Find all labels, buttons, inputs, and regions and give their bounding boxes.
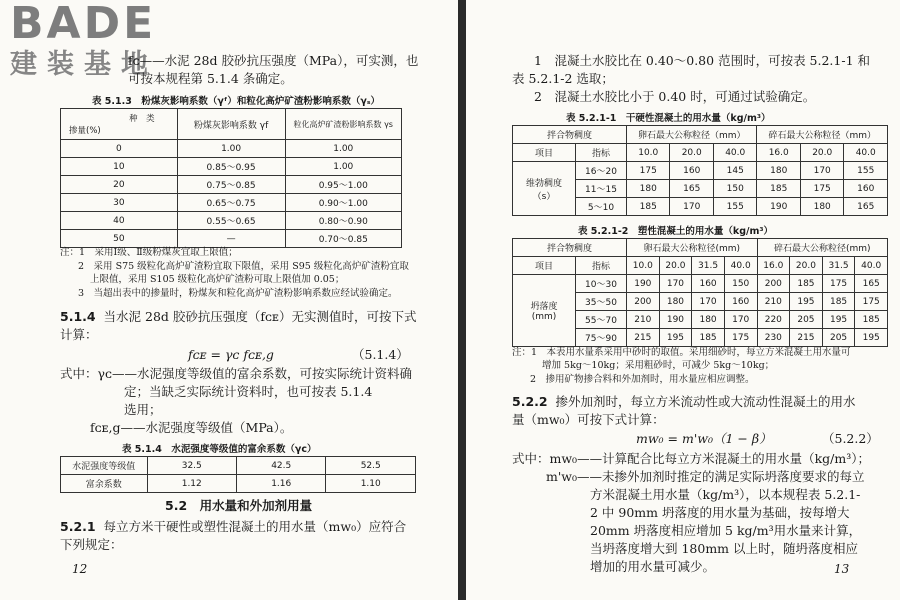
table-cell: 185 [855, 311, 888, 329]
table-cell: 55～70 [576, 311, 627, 329]
table-cell: 200 [627, 293, 660, 311]
section-5-2-heading: 5.2 用水量和外加剂用量 [165, 498, 313, 513]
corner-cell [61, 109, 178, 140]
header-mix: 拌合物稠度 [513, 126, 627, 144]
item-2: 2 混凝土水胶比小于 0.40 时，可通过试验确定。 [534, 89, 816, 104]
table-cell: 180 [659, 293, 692, 311]
header-pebble: 卵石最大公称粒径（mm） [627, 126, 757, 144]
where-line-6: 当坍落度增大到 180mm 以上时，随坍落度相应 [590, 541, 859, 556]
page-number-left: 12 [72, 562, 88, 576]
section-5-1-4-number: 5.1.4 [60, 309, 96, 324]
where-line-5: 20mm 坍落度相应增加 5 kg/m³用水量来计算， [590, 523, 862, 538]
row-label-cell [513, 162, 576, 216]
intro-line-2: 可按本规程第 5.1.4 条确定。 [128, 71, 293, 86]
header-index: 指标 [576, 144, 627, 162]
size-cell: 20.0 [800, 144, 843, 162]
table-cell: 1.12 [147, 475, 236, 493]
table-cell: 190 [757, 198, 800, 216]
table-5-2-1-2-caption: 表 5.2.1-2 塑性混凝土的用水量（kg/m³） [578, 226, 774, 237]
header-mix: 拌合物稠度 [513, 239, 627, 257]
where-line-2: m'ᴡ₀——未掺外加剂时推定的满足实际坍落度要求的每立 [546, 469, 865, 484]
row-unit: (mm) [531, 312, 557, 322]
table-cell: 155 [713, 198, 757, 216]
where-line-7: 增加的用水量可减少。 [590, 559, 716, 574]
table-cell: 40 [61, 212, 178, 230]
table-cell: 0.70～0.85 [285, 230, 401, 248]
where-line-2: 定；当缺乏实际统计资料时，也可按表 5.1.4 [124, 384, 373, 399]
table-cell: 180 [757, 162, 800, 180]
table-cell: 165 [855, 275, 888, 293]
table-5-2-1-2 [512, 238, 888, 347]
table-cell: 35～50 [576, 293, 627, 311]
section-5-1-4-line-2: 计算： [60, 327, 98, 342]
size-cell: 20.0 [790, 257, 823, 275]
table-cell: 215 [790, 329, 823, 347]
table-cell: 0.95～1.00 [285, 176, 401, 194]
table-cell: 0.55～0.65 [177, 212, 285, 230]
table-cell: 195 [822, 311, 855, 329]
table-cell: 1.00 [177, 140, 285, 158]
table-cell: 170 [659, 275, 692, 293]
table-cell: 210 [757, 293, 790, 311]
size-cell: 40.0 [855, 257, 888, 275]
section-5-2-1-number: 5.2.1 [60, 519, 96, 534]
table-cell: 20 [61, 176, 178, 194]
table-cell: 160 [724, 293, 757, 311]
corner-top: 种 类 [129, 114, 155, 124]
header-gravel: 碎石最大公称粒径(mm) [757, 239, 888, 257]
table-cell: 170 [800, 162, 843, 180]
table-cell: — [177, 230, 285, 248]
size-cell: 40.0 [844, 144, 888, 162]
table-cell: 1.16 [236, 475, 325, 493]
size-cell: 20.0 [659, 257, 692, 275]
table-cell: 200 [757, 275, 790, 293]
note-2-cont: 上限值，采用 S105 级粒化高炉矿渣粉可取上限值加 0.05； [90, 274, 345, 285]
table-cell: 1.00 [285, 158, 401, 176]
header-slag: 粒化高炉矿渣粉影响系数 γs [285, 109, 401, 140]
table-cell: 190 [627, 275, 660, 293]
header-item: 项目 [513, 257, 576, 275]
table-cell: 30 [61, 194, 178, 212]
table-cell: 165 [844, 198, 888, 216]
table-cell: 富余系数 [61, 475, 148, 493]
table-cell: 52.5 [326, 457, 416, 475]
table-cell: 42.5 [236, 457, 325, 475]
table-cell: 0.80～0.90 [285, 212, 401, 230]
table-cell: 32.5 [147, 457, 236, 475]
table-cell: 10 [61, 158, 178, 176]
corner-bottom: 掺量(%) [69, 126, 101, 136]
table-cell: 145 [713, 162, 757, 180]
table-cell: 230 [757, 329, 790, 347]
table-cell: 185 [822, 293, 855, 311]
item-1-line-1: 1 混凝土水胶比在 0.40～0.80 范围时，可按表 5.2.1-1 和 [534, 53, 870, 68]
table-cell: 16～20 [576, 162, 627, 180]
note-1-cont: 增加 5kg～10kg；采用粗砂时，可减少 5kg～10kg； [542, 360, 775, 371]
table-cell: 180 [800, 198, 843, 216]
table-cell: 170 [670, 198, 713, 216]
equation-5-2-2-number: （5.2.2） [822, 431, 879, 446]
table-cell: 205 [822, 329, 855, 347]
size-cell: 40.0 [724, 257, 757, 275]
row-label: 维勃稠度 [525, 178, 562, 189]
row-label: 坍落度 [530, 302, 558, 312]
table-cell: 5～10 [576, 198, 627, 216]
table-cell: 0 [61, 140, 178, 158]
note-2: 2 采用 S75 级粒化高炉矿渣粉宜取下限值，采用 S95 级粒化高炉矿渣粉宜取 [78, 261, 409, 272]
table-5-1-4-caption: 表 5.1.4 水泥强度等级值的富余系数（γᴄ） [122, 444, 317, 455]
table-cell: 155 [844, 162, 888, 180]
where-line-4: fᴄᴇ,g——水泥强度等级值（MPa）。 [90, 420, 293, 435]
table-cell: 195 [659, 329, 692, 347]
table-cell: 185 [692, 329, 725, 347]
header-gravel: 碎石最大公称粒径（mm） [757, 126, 888, 144]
table-cell: 180 [627, 180, 670, 198]
section-5-2-1-text: 每立方米干硬性或塑性混凝土的用水量（mᴡ₀）应符合 [103, 519, 407, 534]
size-cell: 10.0 [627, 144, 670, 162]
note-2: 2 掺用矿物掺合料和外加剂时，用水量应相应调整。 [530, 374, 755, 385]
size-cell: 20.0 [670, 144, 713, 162]
header-fly-ash: 粉煤灰影响系数 γf [177, 109, 285, 140]
table-cell: 1.00 [285, 140, 401, 158]
page-number-right: 13 [834, 562, 850, 576]
size-cell: 10.0 [627, 257, 660, 275]
table-5-1-3 [60, 108, 402, 248]
size-cell: 40.0 [713, 144, 757, 162]
table-cell: 205 [790, 311, 823, 329]
watermark-logo: BADE [10, 0, 157, 49]
table-cell: 210 [627, 311, 660, 329]
table-cell: 150 [713, 180, 757, 198]
table-cell: 215 [627, 329, 660, 347]
table-cell: 0.90～1.00 [285, 194, 401, 212]
book-gutter [458, 0, 466, 600]
note-1: 注：1 采用Ⅰ级、Ⅱ级粉煤灰宜取上限值； [60, 247, 238, 258]
table-cell: 185 [627, 198, 670, 216]
table-cell: 165 [670, 180, 713, 198]
table-cell: 195 [790, 293, 823, 311]
table-cell: 175 [627, 162, 670, 180]
table-cell: 175 [800, 180, 843, 198]
table-cell: 170 [724, 311, 757, 329]
section-5-2-2-text: 掺外加剂时，每立方米流动性或大流动性混凝土的用水 [555, 394, 856, 409]
item-1-line-2: 表 5.2.1-2 选取； [512, 71, 614, 86]
table-cell: 185 [790, 275, 823, 293]
watermark-chinese: 建装基地 [10, 49, 158, 80]
table-cell: 185 [757, 180, 800, 198]
header-pebble: 卵石最大公称粒径(mm) [627, 239, 758, 257]
table-cell: 175 [822, 275, 855, 293]
table-cell: 0.85～0.95 [177, 158, 285, 176]
row-unit: （s） [532, 191, 556, 202]
where-line-3: 选用； [124, 402, 162, 417]
right-page [466, 0, 900, 600]
table-cell: 175 [724, 329, 757, 347]
table-5-1-4 [60, 456, 416, 493]
table-cell: 0.65～0.75 [177, 194, 285, 212]
header-index: 指标 [576, 257, 627, 275]
where-line-3: 方米混凝土用水量（kg/m³），以本规程表 5.2.1- [590, 487, 861, 502]
table-cell: 150 [724, 275, 757, 293]
table-cell: 11～15 [576, 180, 627, 198]
table-5-2-1-1 [512, 125, 888, 216]
where-line-4: 2 中 90mm 坍落度的用水量为基础，按每增大 [590, 505, 850, 520]
table-cell: 160 [692, 275, 725, 293]
table-cell: 水泥强度等级值 [61, 457, 148, 475]
table-cell: 0.75～0.85 [177, 176, 285, 194]
table-cell: 50 [61, 230, 178, 248]
table-5-1-3-caption: 表 5.1.3 粉煤灰影响系数（γᶠ）和粒化高炉矿渣粉影响系数（γₛ） [92, 96, 380, 107]
table-cell: 160 [670, 162, 713, 180]
size-cell: 31.5 [822, 257, 855, 275]
table-cell: 175 [855, 293, 888, 311]
row-label-cell [513, 275, 576, 347]
section-5-2-2-number: 5.2.2 [512, 394, 548, 409]
section-5-2-1-line-2: 下列规定： [60, 537, 123, 552]
note-3: 3 当超出表中的掺量时，粉煤灰和粒化高炉矿渣粉影响系数应经试验确定。 [78, 288, 398, 299]
table-cell: 1.10 [326, 475, 416, 493]
table-cell: 170 [692, 293, 725, 311]
table-cell: 220 [757, 311, 790, 329]
table-5-2-1-1-caption: 表 5.2.1-1 干硬性混凝土的用水量（kg/m³） [566, 113, 771, 124]
size-cell: 31.5 [692, 257, 725, 275]
equation-5-1-4: fᴄᴇ = γᴄ fᴄᴇ,g [188, 347, 274, 362]
size-cell: 16.0 [757, 144, 800, 162]
note-1: 注：1 本表用水量系采用中砂时的取值。采用细砂时，每立方米混凝土用水量可 [512, 347, 851, 358]
table-cell: 160 [844, 180, 888, 198]
section-5-1-4-text: 当水泥 28d 胶砂抗压强度（fᴄᴇ）无实测值时，可按下式 [103, 309, 417, 324]
table-cell: 195 [855, 329, 888, 347]
table-cell: 180 [692, 311, 725, 329]
where-line-1: 式中：mᴡ₀——计算配合比每立方米混凝土的用水量（kg/m³）； [512, 451, 870, 466]
table-cell: 10～30 [576, 275, 627, 293]
size-cell: 16.0 [757, 257, 790, 275]
header-item: 项目 [513, 144, 576, 162]
where-line-1: 式中：γᴄ——水泥强度等级值的富余系数，可按实际统计资料确 [60, 366, 412, 381]
table-cell: 190 [659, 311, 692, 329]
equation-5-1-4-number: （5.1.4） [352, 347, 409, 362]
equation-5-2-2: mᴡ₀ = m'ᴡ₀（1 − β） [636, 431, 772, 446]
table-cell: 75～90 [576, 329, 627, 347]
intro-line-1: fᴄ——水泥 28d 胶砂抗压强度（MPa），可实测，也 [128, 53, 419, 68]
section-5-2-2-line-2: 量（mᴡ₀）可按下式计算： [512, 412, 665, 427]
